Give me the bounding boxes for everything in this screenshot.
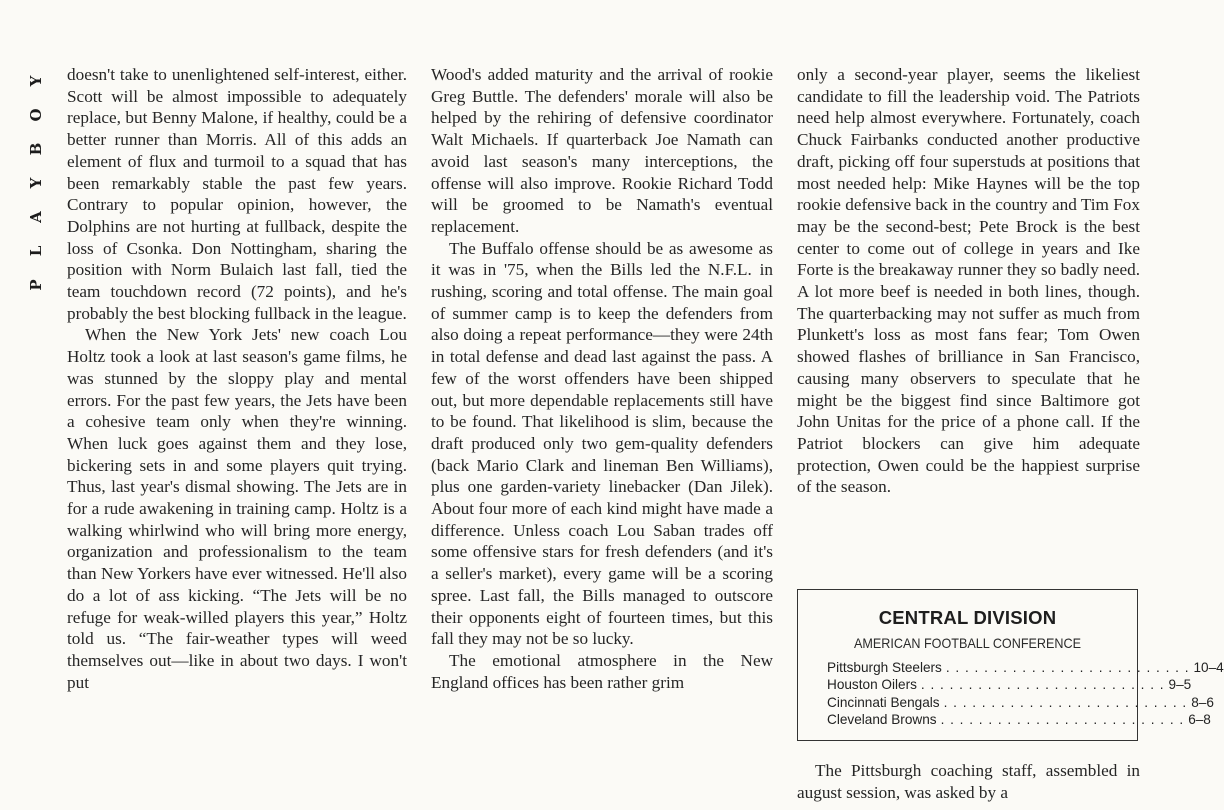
article-column-2 xyxy=(431,64,773,693)
paragraph: only a second-year player, seems the likeliest candidate to fill the leadership void. The Patriots need help almost everywhere. Fortunately, coach Chuck Fairbanks conducted another productive draft, picking off four superstuds at positions that most needed help: Mike Haynes will be the top rookie defensive back in the country and Tim Fox may be the second-best; Pete Brock is the best center to come out of college in years and Ike Forte is the breakaway runner they so badly need. A lot more beef is needed in both lines, though. The quarterbacking may not suffer as much from Plunkett's loss as most fans fear; Tom Owen showed flashes of brilliance in San Francisco, causing many observers to speculate that he might be the biggest find since Baltimore got John Unitas for the price of a phone call. If the Patriot blockers can give him adequate protection, Owen could be the happiest surprise of the season. xyxy=(797,65,1140,497)
team-name: Pittsburgh Steelers xyxy=(827,660,942,675)
standings-title: CENTRAL DIVISION xyxy=(878,607,1057,628)
standings-subtitle: AMERICAN FOOTBALL CONFERENCE xyxy=(853,635,1082,651)
article-column-3-continued: The Pittsburgh coaching staff, assembled in august session, was asked by a xyxy=(797,761,1140,802)
paragraph: When the New York Jets' new coach Lou Holtz took a look at last season's game films, he was stunned by the sloppy play and mental errors. For the past few years, the Jets have been a cohesive team only when they're winning. When luck goes against them and they lose, bickering sets in and some players quit trying. Thus, last year's dismal showing. The Jets are in for a rude awakening in training camp. Holtz is a walking whirlwind who will bring more energy, organization and professionalism to the team than New Yorkers have ever witnessed. He'll also do a lot of ass kicking. “The Jets will be no refuge for weak-willed players this year,” Holtz told us. “The fair-weather types will weed themselves out—like in about two days. I won't put xyxy=(67,325,407,692)
magazine-letter: P xyxy=(27,279,45,291)
paragraph: doesn't take to unenlightened self-interest, either. Scott will be almost impossible to adequately replace, but Benny Malone, if healthy, could be a better runner than Morris. All of this adds an element of flux and turmoil to a squad that has been remarkably stable the past few years. Contrary to popular opinion, however, the Dolphins are not hurting at fullback, despite the loss of Csonka. Don Nottingham, sharing the position with Norm Bulaich last fall, tied the team touchdown record (72 points), and he's probably the best blocking fullback in the league. xyxy=(67,65,407,323)
article-column-1 xyxy=(67,64,407,693)
paragraph: The Buffalo offense should be as awesome as it was in '75, when the Bills led the N.F.L. in rushing, scoring and total offense. The main goal of summer camp is to keep the defenders from also doing a repeat performance—they were 24th in total defense and dead last against the pass. A few of the worst offenders have been shipped out, but more dependable replacements still have to be found. That likelihood is slim, because the draft produced only two gem-quality defenders (back Mario Clark and lineman Ben Williams), plus one garden-variety linebacker (Dan Jilek). About four more of each kind might have made a difference. Unless coach Lou Saban trades off some offensive stars for fresh defenders (and it's a seller's market), every game will be a scoring spree. Last fall, the Bills managed to outscore their opponents eight of fourteen times, but this fall they may not be so lucky. xyxy=(431,238,773,649)
magazine-letter: L xyxy=(27,245,45,257)
magazine-letter: A xyxy=(27,211,45,223)
team-record: 10–4 xyxy=(1193,660,1224,675)
magazine-letter: Y xyxy=(27,177,45,189)
team-record: 8–6 xyxy=(1191,694,1214,710)
standings-box xyxy=(797,589,1224,741)
magazine-name-vertical xyxy=(28,64,44,302)
team-record: 6–8 xyxy=(1188,711,1211,727)
standings-row xyxy=(827,676,1192,693)
magazine-letter: O xyxy=(27,108,45,122)
magazine-letter: B xyxy=(27,142,45,156)
team-name: Cleveland Browns xyxy=(827,711,937,727)
standings-row xyxy=(827,694,1214,711)
team-record: 9–5 xyxy=(1168,677,1192,693)
leader-dots: . . . . . . . . . . . . . . . . . . . . . . . . . . xyxy=(920,677,1165,693)
team-name: Houston Oilers xyxy=(827,677,917,693)
paragraph: Wood's added maturity and the arrival of rookie Greg Buttle. The defenders' morale will also be helped by the rehiring of defensive coordinator Walt Michaels. If quarterback Joe Namath can avoid last season's many interceptions, the offense will also improve. Rookie Richard Todd will be groomed to be Namath's eventual replacement. xyxy=(431,65,773,236)
standings-row xyxy=(827,659,1224,676)
paragraph: The emotional atmosphere in the New England offices has been rather grim xyxy=(431,650,773,692)
leader-dots: . . . . . . . . . . . . . . . . . . . . . . . . . . xyxy=(945,660,1190,675)
leader-dots: . . . . . . . . . . . . . . . . . . . . . . . . . . xyxy=(940,711,1185,727)
article-column-3 xyxy=(797,64,1140,498)
standings-row xyxy=(827,711,1211,728)
team-name: Cincinnati Bengals xyxy=(827,694,940,710)
leader-dots: . . . . . . . . . . . . . . . . . . . . . . . . . . xyxy=(943,694,1188,710)
magazine-letter: Y xyxy=(27,75,45,87)
standings-list xyxy=(827,659,1224,728)
